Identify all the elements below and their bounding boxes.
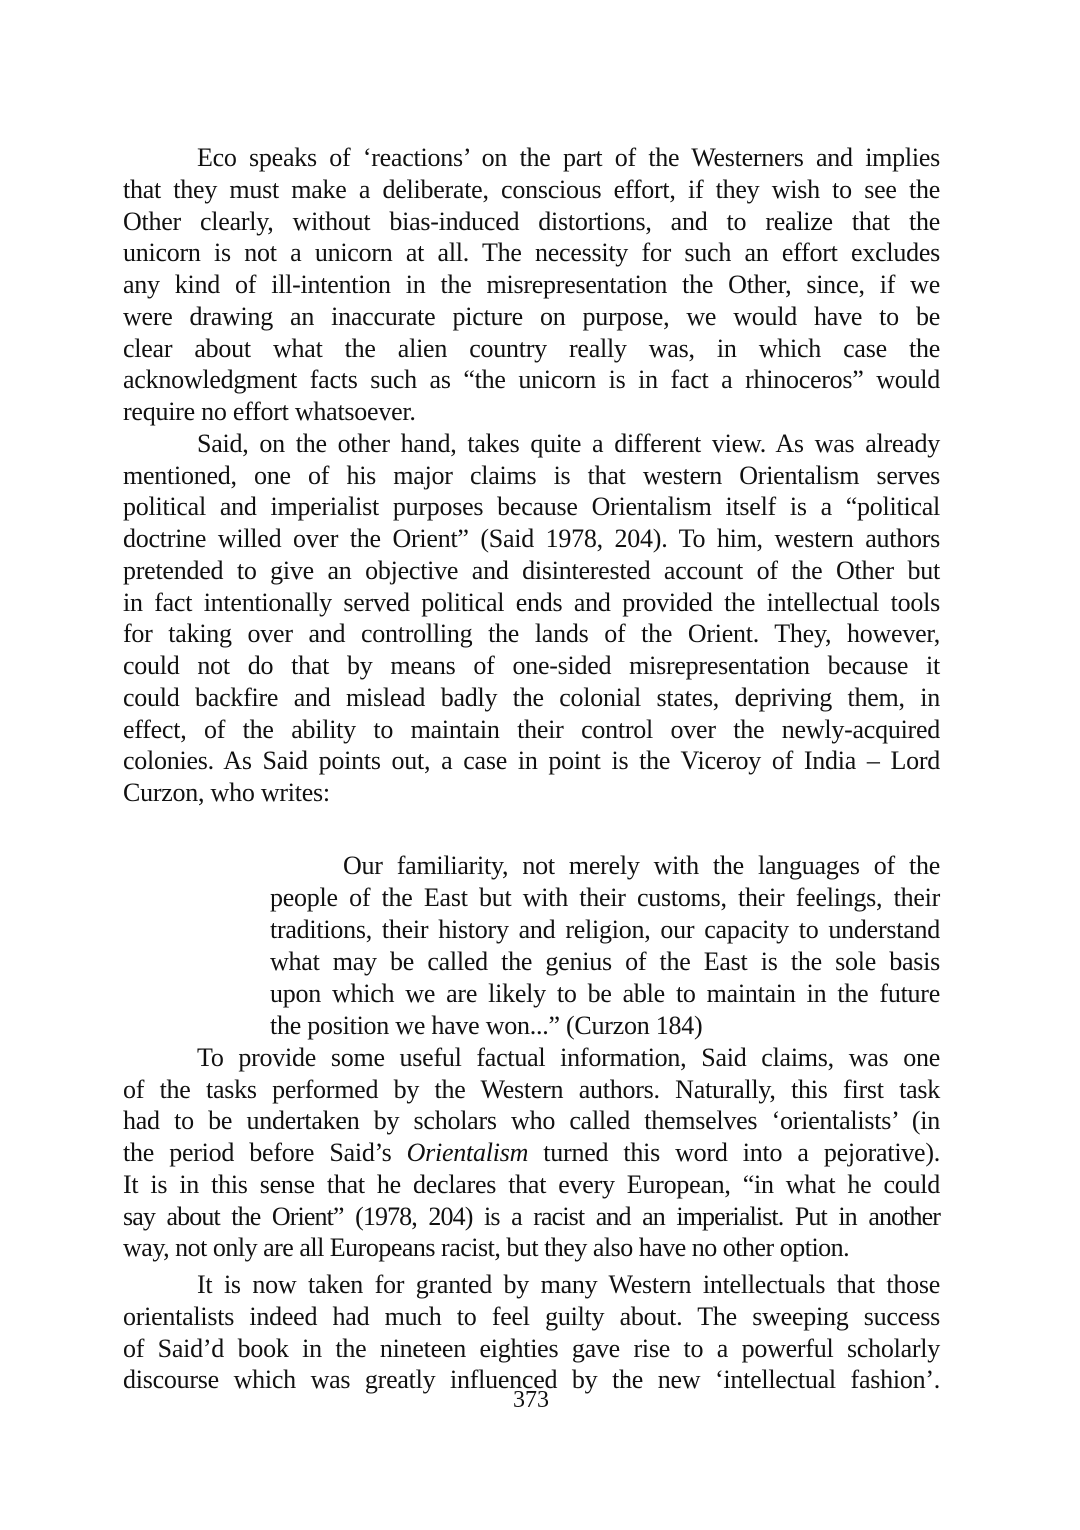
text-line: could not do that by means of one-sided misrepresentation because it <box>123 651 940 680</box>
text-line: doctrine willed over the Orient” (Said 1978, 204). To him, western authors <box>123 524 940 553</box>
text-line: It is now taken for granted by many Western intellectuals that those <box>197 1270 940 1299</box>
text-line: orientalists indeed had much to feel guilty about. The sweeping success <box>123 1301 940 1331</box>
book-title: Orientalism <box>406 1138 529 1167</box>
paragraph-3 <box>123 1042 940 1264</box>
text-line: It is in this sense that he declares that every European, “in what he could <box>123 1169 940 1199</box>
text-line: To provide some useful factual information, Said claims, was one <box>197 1042 940 1072</box>
text-line: of the tasks performed by the Western authors. Naturally, this first task <box>123 1074 940 1104</box>
page-number: 373 <box>513 1387 549 1413</box>
text-line: any kind of ill-intention in the misrepresentation the Other, since, if we <box>123 270 940 299</box>
text-line: say about the Orient” (1978, 204) is a racist and an imperialist. Put in another <box>123 1201 940 1231</box>
text-line: had to be undertaken by scholars who called themselves ‘orientalists’ (in <box>123 1106 940 1136</box>
quote-line: the position we have won...” (Curzon 184) <box>270 1010 703 1040</box>
quote-line: people of the East but with their customs, their feelings, their <box>270 882 940 912</box>
text-line: way, not only are all Europeans racist, but they also have no other option. <box>123 1233 850 1263</box>
text-line: require no effort whatsoever. <box>123 397 416 426</box>
text-line: Curzon, who writes: <box>123 778 330 807</box>
text-line: could backfire and mislead badly the colonial states, depriving them, in <box>123 682 940 712</box>
text-line: pretended to give an objective and disinterested account of the Other but <box>123 555 940 585</box>
paragraph-2 <box>123 428 940 809</box>
paragraph-1 <box>123 142 940 428</box>
quote-line: what may be called the genius of the East is the sole basis <box>270 946 940 976</box>
text-line: political and imperialist purposes because Orientalism itself is a “political <box>123 492 940 522</box>
text-line: mentioned, one of his major claims is that western Orientalism serves <box>123 460 940 490</box>
text-line: for taking over and controlling the lands of the Orient. They, however, <box>123 619 940 649</box>
text-line: were drawing an inaccurate picture on purpose, we would have to be <box>123 301 940 331</box>
quote-line: traditions, their history and religion, our capacity to understand <box>270 914 940 944</box>
text-line: unicorn is not a unicorn at all. The necessity for such an effort excludes <box>123 238 940 268</box>
text-line: clear about what the alien country really was, in which case the <box>123 333 940 363</box>
text-line: Other clearly, without bias-induced distortions, and to realize that the <box>123 206 940 236</box>
body-text <box>123 142 940 1396</box>
quote-line: upon which we are likely to be able to maintain in the future <box>270 978 940 1008</box>
text-segment: turned this word into a pejorative). <box>528 1138 940 1167</box>
text-line <box>123 1137 940 1169</box>
block-quote <box>270 850 940 1042</box>
text-line: Said, on the other hand, takes quite a different view. As was already <box>197 428 940 458</box>
text-line: effect, of the ability to maintain their control over the newly-acquired <box>123 714 940 744</box>
text-line: discourse which was greatly influenced by the new ‘intellectual fashion’. <box>123 1365 940 1395</box>
text-line: in fact intentionally served political ends and provided the intellectual tools <box>123 587 940 617</box>
text-line: that they must make a deliberate, conscious effort, if they wish to see the <box>123 174 940 204</box>
text-line: acknowledgment facts such as “the unicorn is in fact a rhinoceros” would <box>123 365 940 395</box>
text-segment: the period before Said’s <box>123 1138 407 1167</box>
text-line: Eco speaks of ‘reactions’ on the part of the Westerners and implies <box>197 143 940 172</box>
text-line: of Said’d book in the nineteen eighties gave rise to a powerful scholarly <box>123 1333 940 1363</box>
text-line: colonies. As Said points out, a case in point is the Viceroy of India – Lord <box>123 746 940 776</box>
quote-line: Our familiarity, not merely with the languages of the <box>343 850 940 880</box>
paragraph-4 <box>123 1269 940 1396</box>
